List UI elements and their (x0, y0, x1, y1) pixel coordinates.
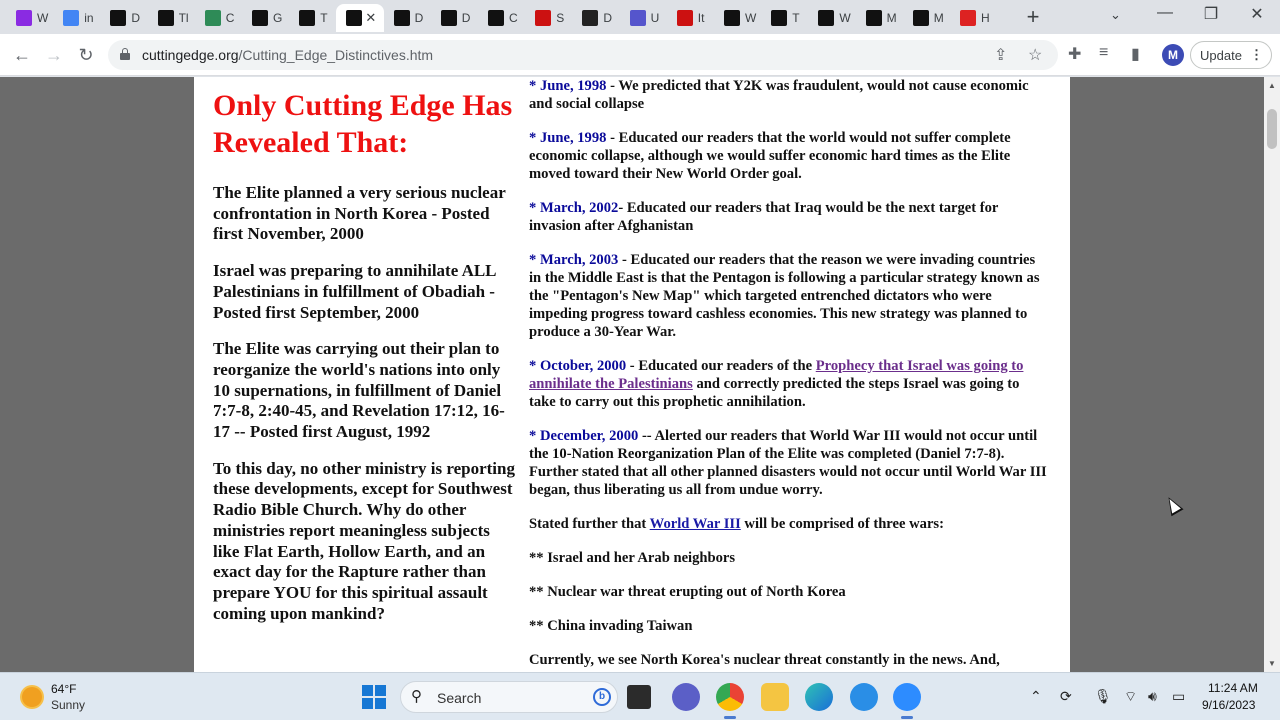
address-bar[interactable] (108, 40, 1058, 70)
browser-tab[interactable] (148, 4, 194, 32)
right-column (529, 77, 1049, 672)
left-paragraph: To this day, no other ministry is reporting these developments, except for Southwest Radio Bible Church. Why do other ministries report meaningless subjects like Flat Earth, Hollow Earth, and an exact day for the Rapture rather than prepare YOU for this spiritual assault coming upon mankind? (213, 458, 515, 623)
chat-icon[interactable] (672, 683, 700, 711)
timeline-entry (529, 427, 1049, 499)
share-icon[interactable]: ⇪ (994, 47, 1008, 64)
browser-tab[interactable] (525, 4, 571, 32)
task-view-icon[interactable] (627, 685, 651, 709)
tab-favicon-icon (866, 10, 882, 26)
tab-title: T (320, 11, 328, 25)
weather-temperature[interactable]: 64°F (51, 682, 77, 696)
currently-paragraph: Currently, we see North Korea's nuclear threat constantly in the news. And, (529, 652, 1000, 668)
browser-tab[interactable] (431, 4, 477, 32)
entry-text: will be comprised of three wars: (740, 516, 944, 532)
browser-tab[interactable] (808, 4, 854, 32)
left-paragraph: The Elite was carrying out their plan to reorganize the world's nations into only 10 supernations, in fulfillment of Daniel 7:7-8, 2:40-45, and Revelation 17:12, 16-17 -- Posted first August, 1992 (213, 339, 505, 442)
bing-icon[interactable]: b (593, 688, 611, 706)
entry-text: - Educated our readers that Iraq would be the next target for invasion after Afghanistan (529, 200, 999, 234)
browser-tab[interactable] (667, 4, 713, 32)
update-button[interactable] (1190, 41, 1272, 69)
timeline-entry (529, 251, 1049, 341)
tab-title: C (225, 11, 235, 25)
search-label: Search (437, 690, 482, 706)
left-paragraph: The Elite planned a very serious nuclear confrontation in North Korea - Posted first November, 2000 (213, 183, 506, 244)
timeline-entry (529, 357, 1049, 411)
browser-tab[interactable] (620, 4, 666, 32)
tab-title: H (981, 11, 990, 25)
tab-title: D (603, 11, 613, 25)
side-panel-icon[interactable]: ▮ (1131, 46, 1140, 63)
tab-favicon-icon (110, 10, 126, 26)
tab-title: M (886, 11, 897, 25)
browser-tab[interactable] (6, 4, 52, 32)
wifi-icon[interactable]: ⌔ (1124, 688, 1138, 704)
tab-favicon-icon (677, 10, 693, 26)
tab-title: Tl (178, 11, 189, 25)
clock-date[interactable]: 9/16/2023 (1202, 698, 1256, 712)
profile-avatar[interactable]: M (1162, 44, 1184, 66)
tab-favicon-icon (960, 10, 976, 26)
taskbar-search[interactable] (400, 681, 618, 713)
tab-favicon-icon (346, 10, 362, 26)
tab-favicon-icon (818, 10, 834, 26)
tab-favicon-icon (582, 10, 598, 26)
tab-favicon-icon (205, 10, 221, 26)
sync-icon[interactable]: ⟳ (1060, 688, 1072, 704)
browser-tab[interactable] (572, 4, 618, 32)
browser-tab[interactable] (950, 4, 996, 32)
minimize-icon[interactable]: — (1157, 4, 1173, 21)
entry-date: * March, 2003 (529, 252, 619, 268)
show-hidden-icons-icon[interactable]: ⌃ (1030, 688, 1042, 704)
taskbar (0, 672, 1280, 720)
tab-favicon-icon (16, 10, 32, 26)
browser-tab[interactable] (761, 4, 807, 32)
page-viewport (0, 77, 1264, 672)
clock-time[interactable]: 11:24 AM (1208, 681, 1258, 695)
wwiii-paragraph (529, 515, 1049, 533)
browser-tab[interactable] (289, 4, 335, 32)
tab-title: W (745, 11, 757, 25)
war-item: ** Nuclear war threat erupting out of North Korea (529, 584, 846, 600)
war-item: ** Israel and her Arab neighbors (529, 550, 736, 566)
browser-tab[interactable] (53, 4, 99, 32)
browser-tab[interactable] (478, 4, 524, 32)
tab-favicon-icon (394, 10, 410, 26)
browser-tab[interactable] (384, 4, 430, 32)
url-text[interactable]: cuttingedge.org/Cutting_Edge_Distinctives.htm (142, 47, 434, 63)
entry-date: * October, 2000 (529, 358, 627, 374)
entry-date: * June, 1998 (529, 78, 607, 94)
entry-date: * June, 1998 (529, 130, 607, 146)
entry-text: Stated further that (529, 516, 650, 532)
page-content (194, 77, 1070, 672)
tab-favicon-icon (252, 10, 268, 26)
tab-title: It (697, 11, 705, 25)
close-window-icon[interactable]: ✕ (1250, 6, 1264, 23)
scrollbar-thumb[interactable] (1267, 109, 1277, 149)
browser-tab[interactable] (903, 4, 949, 32)
update-label: Update (1200, 47, 1242, 63)
tab-favicon-icon (535, 10, 551, 26)
tab-title: U (650, 11, 660, 25)
timeline-entry (529, 129, 1049, 183)
tab-title: W (37, 11, 49, 25)
tab-favicon-icon (488, 10, 504, 26)
tab-favicon-icon (630, 10, 646, 26)
tab-favicon-icon (724, 10, 740, 26)
tab-favicon-icon (441, 10, 457, 26)
tab-title: S (556, 11, 565, 25)
help-icon[interactable] (850, 683, 878, 711)
edge-icon[interactable] (805, 683, 833, 711)
browser-tab[interactable] (856, 4, 902, 32)
tab-title: in (84, 11, 94, 25)
tab-title: G (273, 11, 283, 25)
left-column (213, 87, 517, 640)
volume-icon[interactable]: 🔊︎ (1148, 688, 1157, 704)
tab-title: D (131, 11, 141, 25)
browser-tab[interactable] (242, 4, 288, 32)
tab-title: M (933, 11, 944, 25)
tab-favicon-icon (158, 10, 174, 26)
entry-date: * March, 2002 (529, 200, 619, 216)
browser-tab[interactable] (714, 4, 760, 32)
vertical-scrollbar[interactable] (1264, 77, 1280, 672)
entry-text: and correctly predicted the steps Israel was going to take to carry out this prophetic annihilation. (529, 376, 1020, 410)
browser-tab[interactable] (100, 4, 146, 32)
file-explorer-icon[interactable] (761, 683, 789, 711)
restore-icon[interactable]: ❐ (1203, 6, 1219, 23)
browser-toolbar (0, 34, 1280, 76)
left-paragraph: Israel was preparing to annihilate ALL Palestinians in fulfillment of Obadiah - Posted first September, 2000 (213, 261, 496, 322)
entry-text: - Educated our readers of the (626, 358, 816, 374)
timeline-entry (529, 77, 1049, 113)
tab-title: D (414, 11, 424, 25)
entry-text: -- Alerted our readers that World War III would not occur until the 10-Nation Reorganization Plan of the Elite was completed (Daniel 7:7-8). Further stated that all other planned disasters would not occur until World War III began, thus liberating us all from undue worry. (529, 428, 1047, 498)
entry-text: - We predicted that Y2K was fraudulent, would not cause economic and social collapse (529, 78, 1029, 112)
entry-text: - Educated our readers that the world would not suffer complete economic collapse, although we would suffer economic hard times as the Elite moved toward their New World Order goal. (529, 130, 1011, 182)
tab-favicon-icon (63, 10, 79, 26)
browser-tab[interactable] (336, 4, 384, 32)
sun-icon[interactable] (22, 687, 42, 707)
weather-condition[interactable]: Sunny (51, 698, 86, 712)
israel-prophecy-link[interactable]: Prophecy that Israel was going to annihilate the Palestinians (529, 358, 1024, 392)
tab-favicon-icon (771, 10, 787, 26)
chrome-icon[interactable] (716, 683, 744, 711)
battery-icon[interactable]: ▭ (1172, 688, 1186, 704)
tab-close-icon[interactable]: ✕ (365, 10, 377, 25)
entry-text: - Educated our readers that the reason we were invading countries in the Middle East is that the Pentagon is following a particular strategy known as the "Pentagon's New Map" which targeted entrenched dictators who were impeding progress toward cashless economies. This new strategy was planned to produce a 30-Year War. (529, 252, 1040, 340)
forward-icon[interactable]: → (45, 45, 63, 65)
tab-strip (0, 0, 1280, 34)
scroll-up-icon[interactable]: ▲ (1268, 81, 1276, 90)
media-controls-icon[interactable]: ≡ (1099, 44, 1109, 61)
world-war-iii-link[interactable]: World War III (649, 516, 741, 532)
entry-date: * December, 2000 (529, 428, 639, 444)
lock-icon[interactable] (120, 48, 130, 60)
extensions-icon[interactable]: ✚ (1068, 46, 1082, 63)
browser-tab[interactable] (195, 4, 241, 32)
new-tab-button[interactable]: + (1026, 4, 1040, 29)
tab-search-icon[interactable]: ⌄ (1110, 7, 1121, 22)
war-item: ** China invading Taiwan (529, 618, 693, 634)
tab-favicon-icon (299, 10, 315, 26)
search-icon: ⚲ (411, 688, 422, 705)
tab-title: W (839, 11, 851, 25)
timeline-entry (529, 199, 1049, 235)
tab-favicon-icon (913, 10, 929, 26)
menu-dots-icon: ⋮ (1249, 47, 1262, 62)
zoom-icon[interactable] (893, 683, 921, 711)
bookmark-star-icon[interactable]: ☆ (1028, 47, 1043, 64)
tab-title: C (509, 11, 518, 25)
back-icon[interactable]: ← (13, 45, 31, 65)
start-button[interactable] (362, 685, 386, 709)
scroll-down-icon[interactable]: ▼ (1268, 659, 1276, 668)
tab-title: D (461, 11, 471, 25)
page-heading: Only Cutting Edge Has Revealed That: (213, 89, 513, 159)
tab-title: T (792, 11, 800, 25)
microphone-icon[interactable]: 🎙︎ (1094, 688, 1112, 704)
reload-icon[interactable]: ↻ (78, 45, 94, 65)
